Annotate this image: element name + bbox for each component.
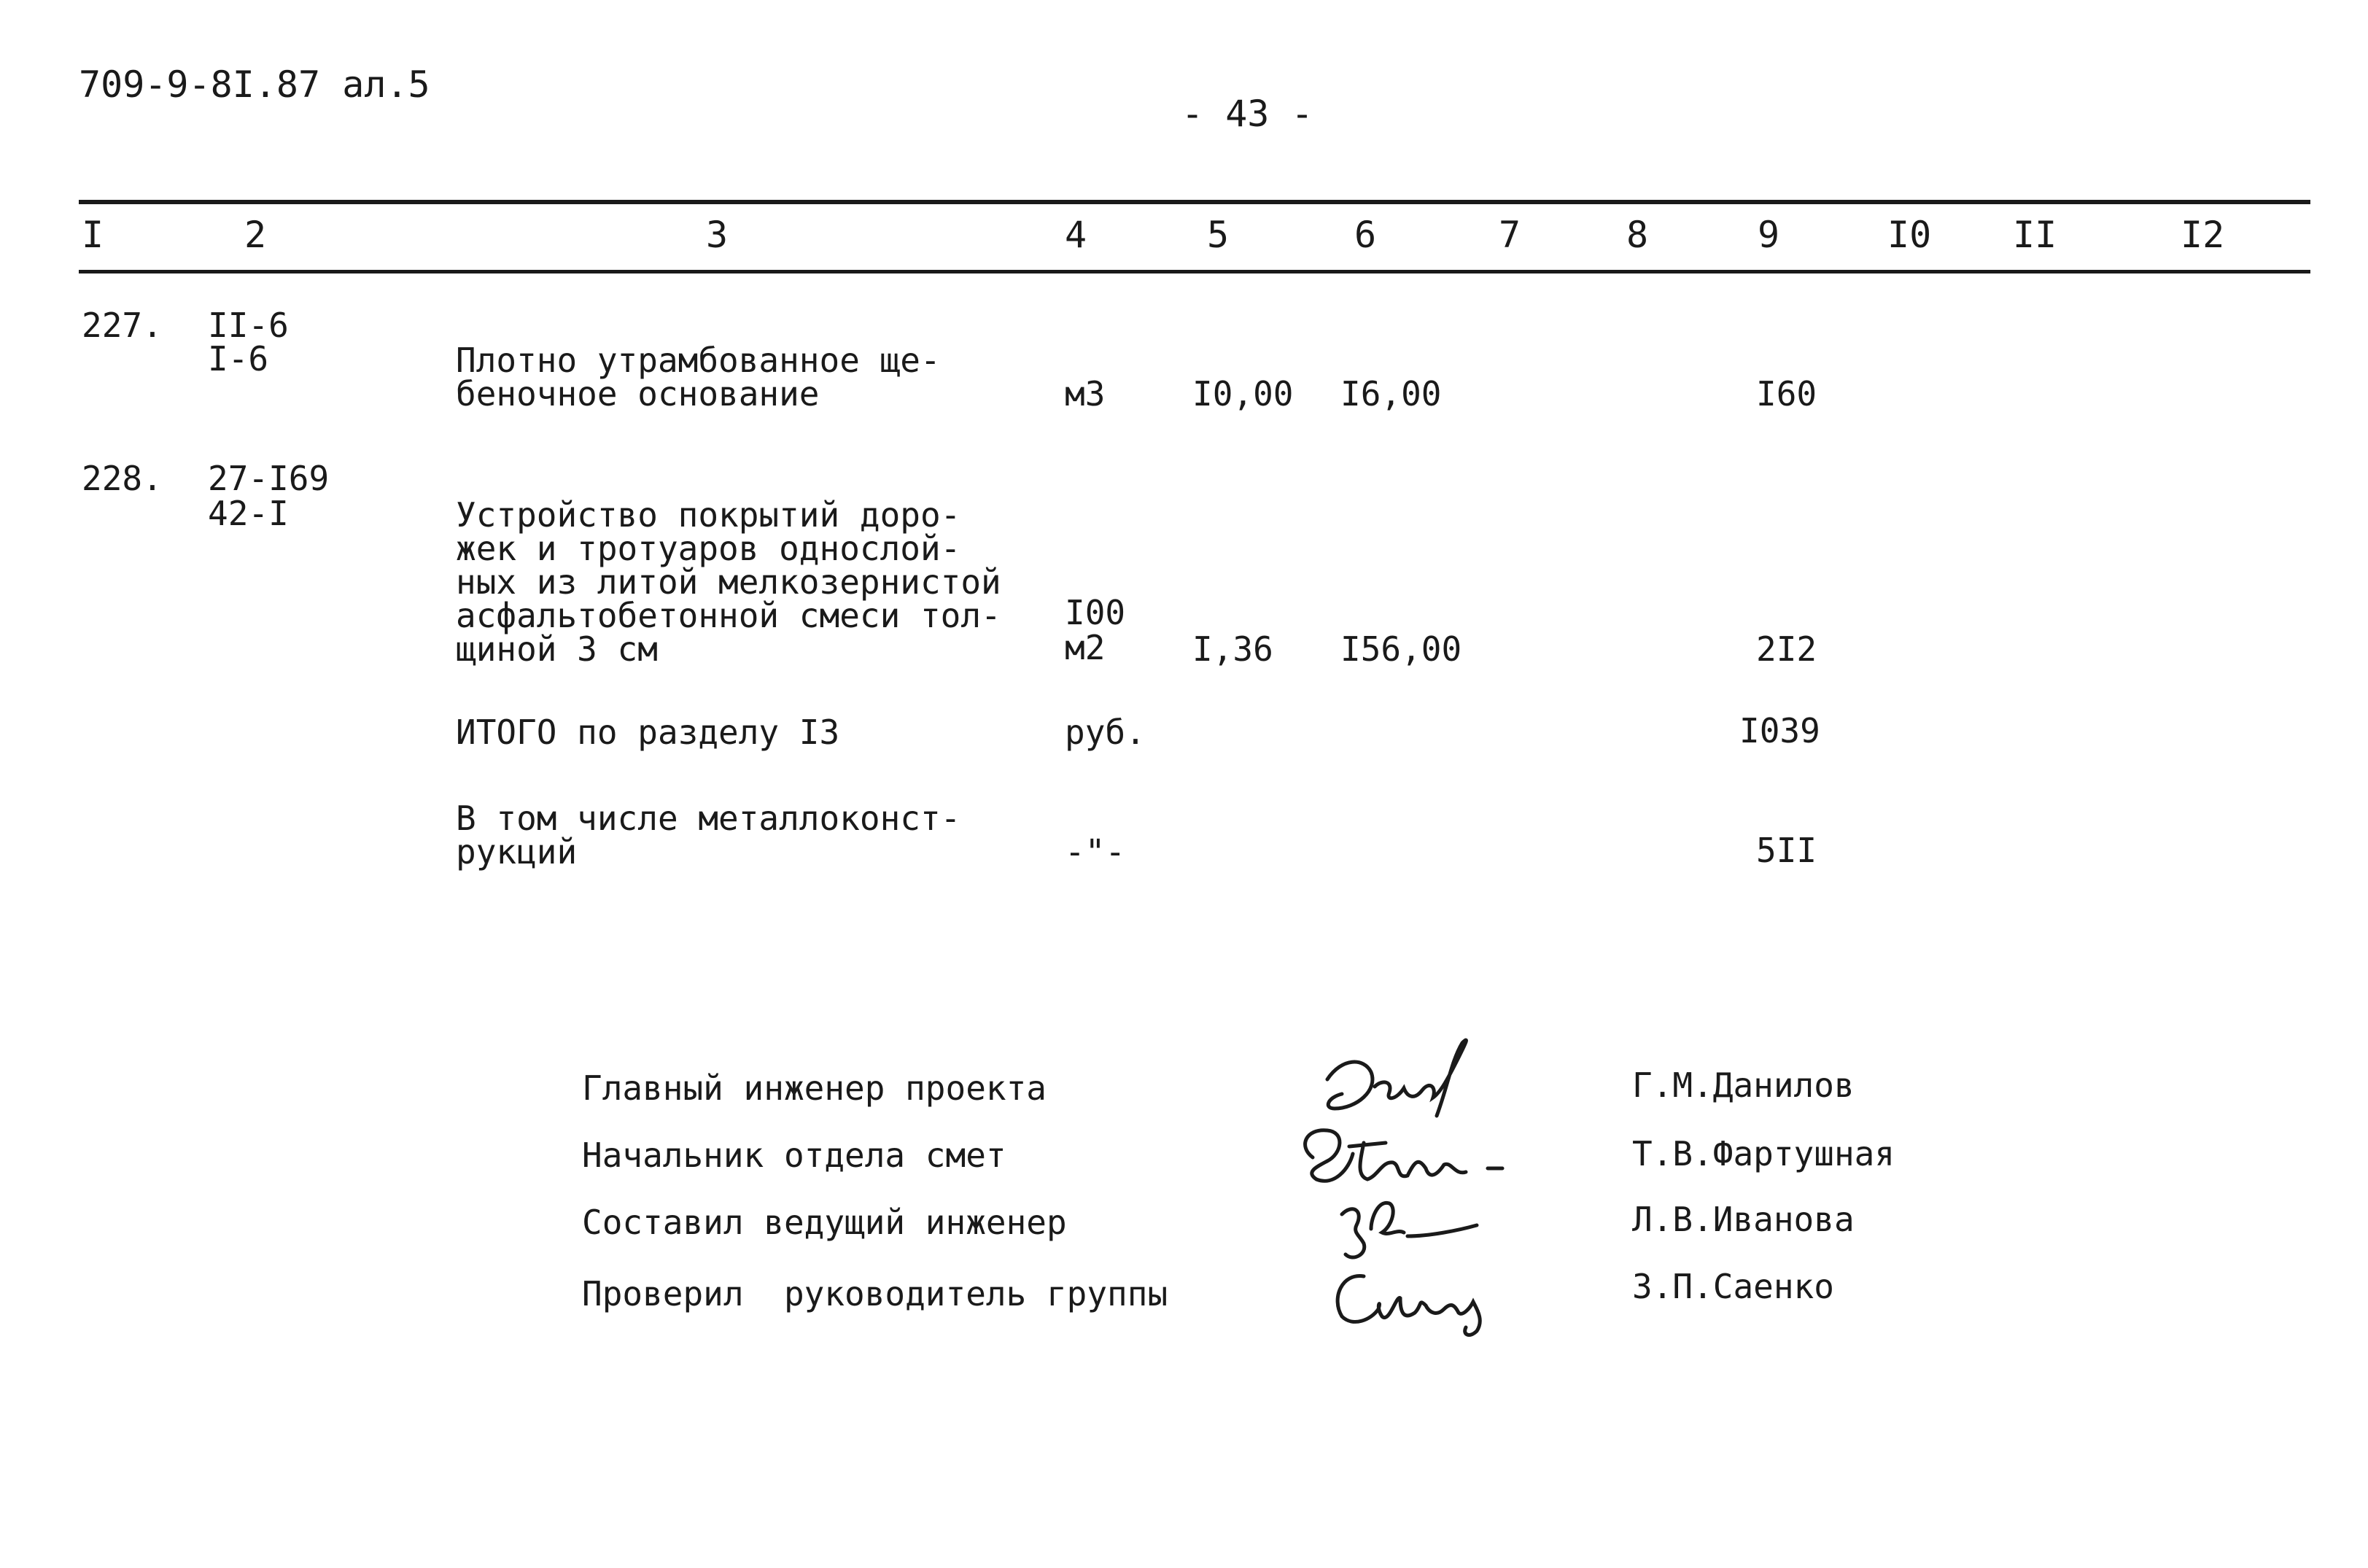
column-header-11: II [2013, 214, 2057, 256]
table-top-rule [79, 200, 2310, 204]
page-number: - 43 - [1181, 93, 1313, 135]
row-quantity: I,36 [1192, 629, 1273, 669]
row-code: II-6 [208, 306, 289, 345]
column-header-4: 4 [1065, 214, 1087, 256]
signature-role: Проверил руководитель группы [582, 1274, 1168, 1313]
row-code: 42-I [208, 494, 289, 533]
row-unit: м3 [1065, 374, 1106, 414]
row-quantity: I0,00 [1192, 374, 1294, 414]
column-header-3: 3 [706, 214, 729, 256]
row-description-line: Плотно утрамбованное ще- [456, 341, 941, 380]
row-number: 227. [82, 306, 163, 345]
summary-label: рукций [456, 832, 578, 872]
column-header-9: 9 [1758, 214, 1780, 256]
row-description-line: щиной 3 см [456, 629, 658, 669]
row-price: I56,00 [1340, 629, 1462, 669]
handwritten-signature-4 [1320, 1254, 1524, 1349]
row-unit: м2 [1065, 628, 1106, 667]
summary-unit: руб. [1065, 713, 1146, 752]
row-unit: I00 [1065, 593, 1126, 632]
summary-unit: -"- [1065, 832, 1126, 872]
handwritten-signature-1 [1313, 1028, 1517, 1123]
row-total: 2I2 [1756, 629, 1817, 669]
signature-role: Главный инженер проекта [582, 1068, 1047, 1108]
table-header-rule [79, 270, 2310, 273]
row-description-line: беночное основание [456, 374, 820, 414]
row-code: 27-I69 [208, 459, 330, 498]
signature-name: Л.В.Иванова [1632, 1200, 1855, 1239]
signature-role: Начальник отдела смет [582, 1136, 1006, 1175]
row-description-line: асфальтобетонной смеси тол- [456, 596, 1001, 635]
row-code: I-6 [208, 339, 269, 379]
column-header-8: 8 [1626, 214, 1649, 256]
row-number: 228. [82, 459, 163, 498]
column-header-12: I2 [2181, 214, 2225, 256]
signature-name: З.П.Саенко [1632, 1267, 1834, 1306]
summary-total: I039 [1739, 711, 1820, 750]
summary-label: В том числе металлоконст- [456, 799, 961, 838]
column-header-2: 2 [244, 214, 267, 256]
document-code: 709-9-8I.87 ал.5 [79, 63, 430, 106]
column-header-5: 5 [1207, 214, 1230, 256]
signature-name: Г.М.Данилов [1632, 1066, 1855, 1105]
column-header-1: I [82, 214, 104, 256]
summary-total: 5II [1756, 831, 1817, 870]
row-description-line: жек и тротуаров однослой- [456, 529, 961, 568]
row-price: I6,00 [1340, 374, 1442, 414]
row-description-line: Устройство покрытий доро- [456, 495, 961, 535]
column-header-7: 7 [1499, 214, 1521, 256]
row-description-line: ных из литой мелкозернистой [456, 562, 1001, 602]
signature-name: Т.В.Фартушная [1632, 1134, 1895, 1173]
row-total: I60 [1756, 374, 1817, 414]
column-header-10: I0 [1887, 214, 1932, 256]
signature-role: Составил ведущий инженер [582, 1203, 1067, 1242]
summary-label: ИТОГО по разделу I3 [456, 713, 840, 752]
column-header-6: 6 [1354, 214, 1377, 256]
